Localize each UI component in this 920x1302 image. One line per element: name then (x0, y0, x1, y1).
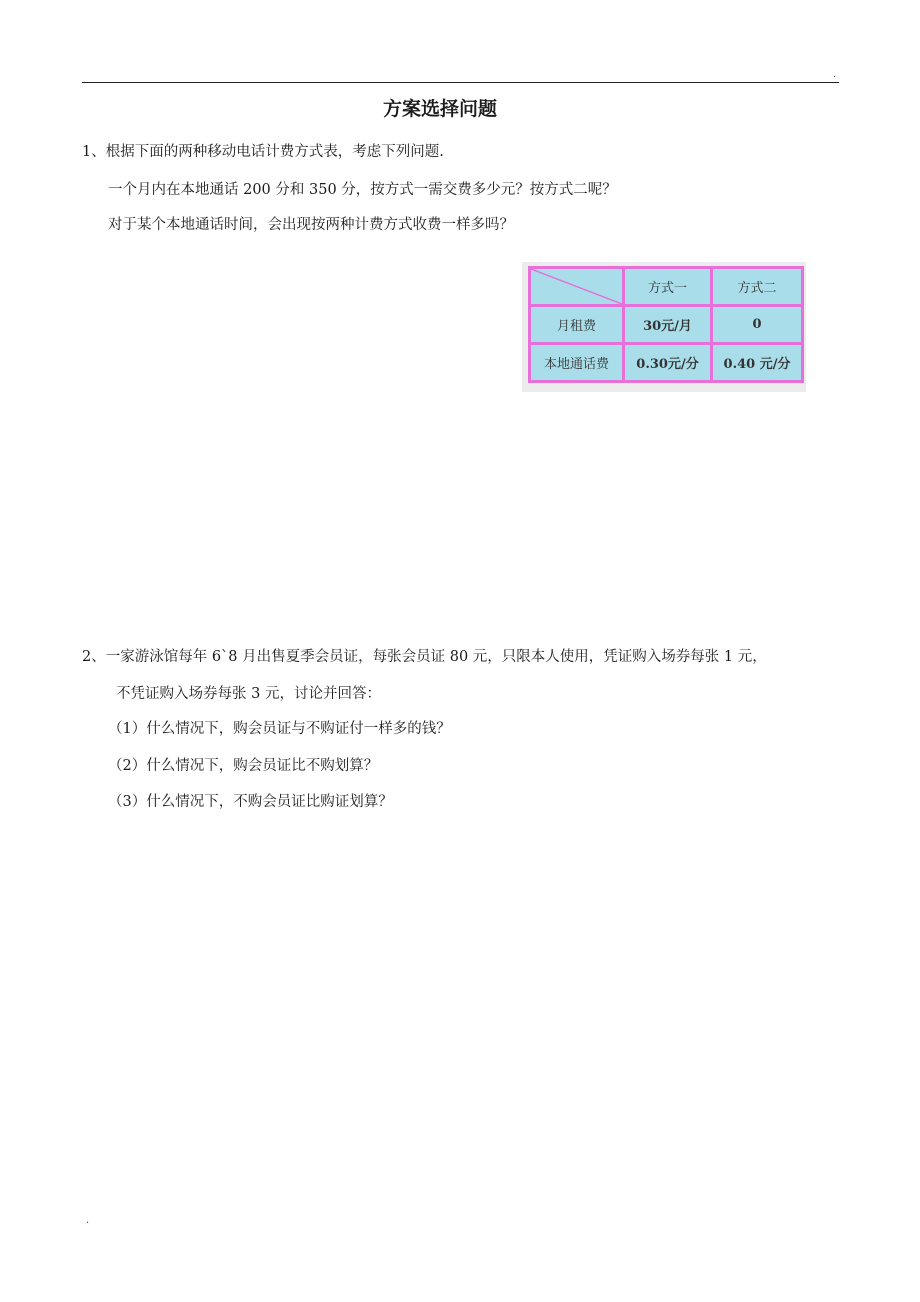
diagonal-line-icon (531, 269, 622, 304)
problem-1-intro: 1、根据下面的两种移动电话计费方式表，考虑下列问题. (82, 144, 444, 160)
problem-2-question-1: （1）什么情况下，购会员证与不购证付一样多的钱？ (108, 721, 451, 737)
fee-table-col-header: 方式二 (712, 268, 803, 306)
fee-table-corner-cell (530, 268, 624, 306)
problem-2-intro: 2、一家游泳馆每年 6`8 月出售夏季会员证，每张会员证 80 元，只限本人使用，凭证购入场券每张 1 元， (82, 649, 767, 665)
problem-1-question-b: 对于某个本地通话时间，会出现按两种计费方式收费一样多吗？ (108, 217, 514, 233)
fee-table-grid (528, 266, 804, 383)
page-title: 方案选择问题 (382, 98, 497, 120)
fee-table (522, 262, 806, 392)
fee-table-row-label: 月租费 (530, 306, 624, 344)
problem-2-intro-cont: 不凭证购入场券每张 3 元，讨论并回答： (116, 686, 381, 702)
corner-dot-bottom: . (86, 1215, 90, 1226)
fee-table-row (530, 344, 803, 382)
fee-table-col-header: 方式一 (624, 268, 712, 306)
fee-table-cell: 30元/月 (624, 306, 712, 344)
fee-table-cell: 0 (712, 306, 803, 344)
problem-2-question-2: （2）什么情况下，购会员证比不购划算？ (108, 758, 379, 774)
fee-table-cell: 0.40 元/分 (712, 344, 803, 382)
fee-table-row (530, 306, 803, 344)
problem-2-question-3: （3）什么情况下，不购会员证比购证划算？ (108, 794, 393, 810)
fee-table-row-label: 本地通话费 (530, 344, 624, 382)
fee-table-header-row (530, 268, 803, 306)
problem-1-question-a: 一个月内在本地通话 200 分和 350 分，按方式一需交费多少元？按方式二呢？ (108, 182, 617, 198)
corner-dot-top: . (833, 69, 837, 80)
header-rule (82, 82, 839, 83)
fee-table-cell: 0.30元/分 (624, 344, 712, 382)
